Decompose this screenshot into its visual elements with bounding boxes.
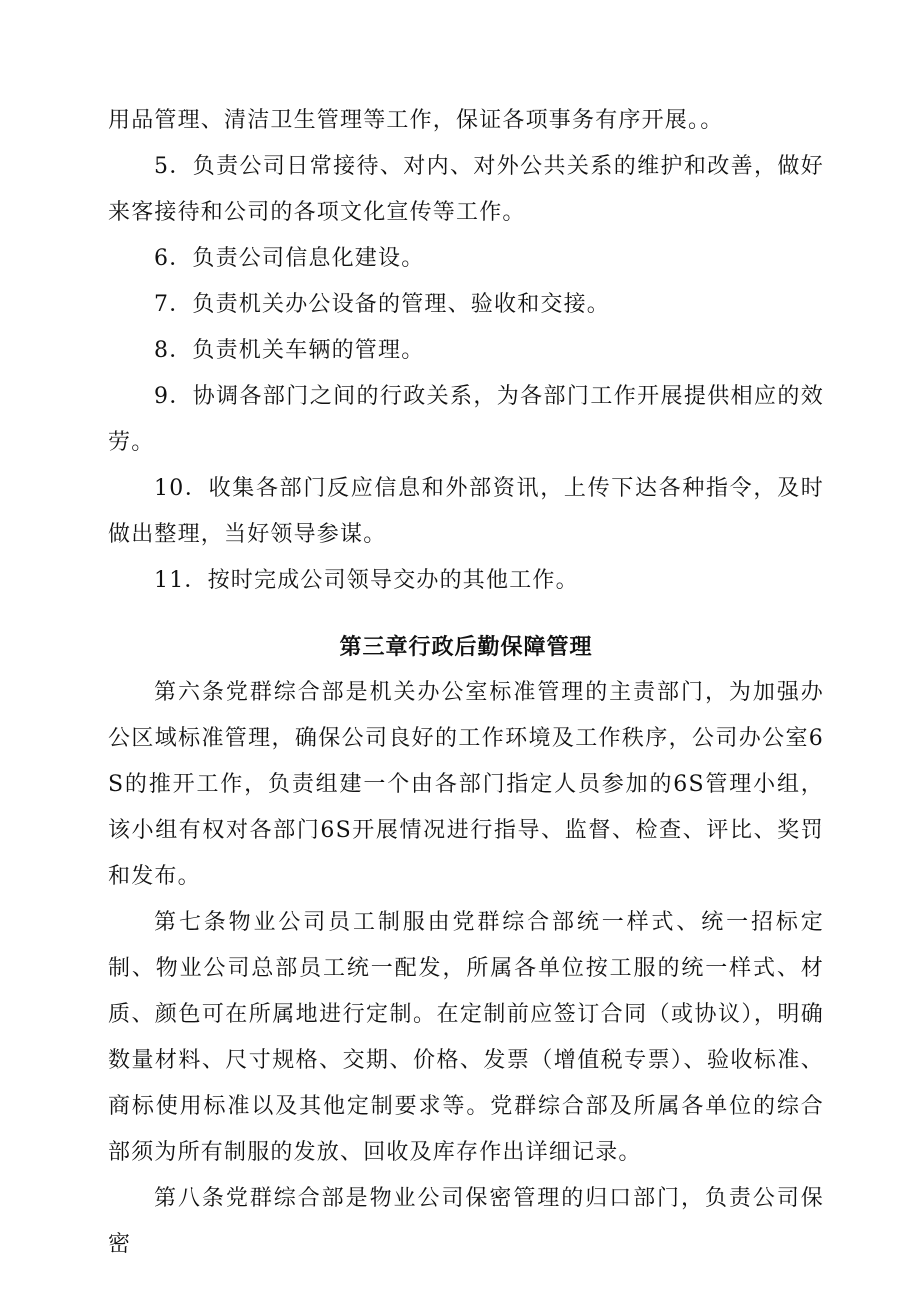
paragraph-item-8: 8．负责机关车辆的管理。	[154, 338, 425, 363]
article-6: 第六条党群综合部是机关办公室标准管理的主责部门，为加强办公区域标准管理，确保公司良好的工作环境及工作秩序，公司办公室6S的推开工作，负责组建一个由各部门指定人员参加的6S管理小组，该小组有权对各部门6S开展情况进行指导、监督、检查、评比、奖罚和发布。	[108, 680, 824, 889]
paragraph-item-11: 11．按时完成公司领导交办的其他工作。	[154, 568, 579, 593]
document-page	[108, 98, 824, 1268]
paragraph-item-10: 10．收集各部门反应信息和外部资讯，上传下达各种指令，及时做出整理，当好领导参谋。	[108, 476, 824, 547]
paragraph-item-6: 6．负责公司信息化建设。	[154, 246, 425, 271]
paragraph-item-9: 9．协调各部门之间的行政关系，为各部门工作开展提供相应的效劳。	[108, 384, 824, 455]
article-8: 第八条党群综合部是物业公司保密管理的归口部门，负责公司保密	[108, 1186, 824, 1257]
paragraph-item-7: 7．负责机关办公设备的管理、验收和交接。	[154, 292, 610, 317]
article-7: 第七条物业公司员工制服由党群综合部统一样式、统一招标定制、物业公司总部员工统一配发，所属各单位按工服的统一样式、材质、颜色可在所属地进行定制。在定制前应签订合同（或协议），明确数量材料、尺寸规格、交期、价格、发票（增值税专票）、验收标准、商标使用标准以及其他定制要求等。党群综合部及所属各单位的综合部须为所有制服的发放、回收及库存作出详细记录。	[108, 910, 824, 1165]
chapter-title: 第三章行政后勤保障管理	[339, 634, 593, 660]
paragraph-continuation: 用品管理、清洁卫生管理等工作，保证各项事务有序开展。。	[108, 108, 724, 133]
paragraph-item-5: 5．负责公司日常接待、对内、对外公共关系的维护和改善，做好来客接待和公司的各项文化宣传等工作。	[108, 154, 824, 225]
